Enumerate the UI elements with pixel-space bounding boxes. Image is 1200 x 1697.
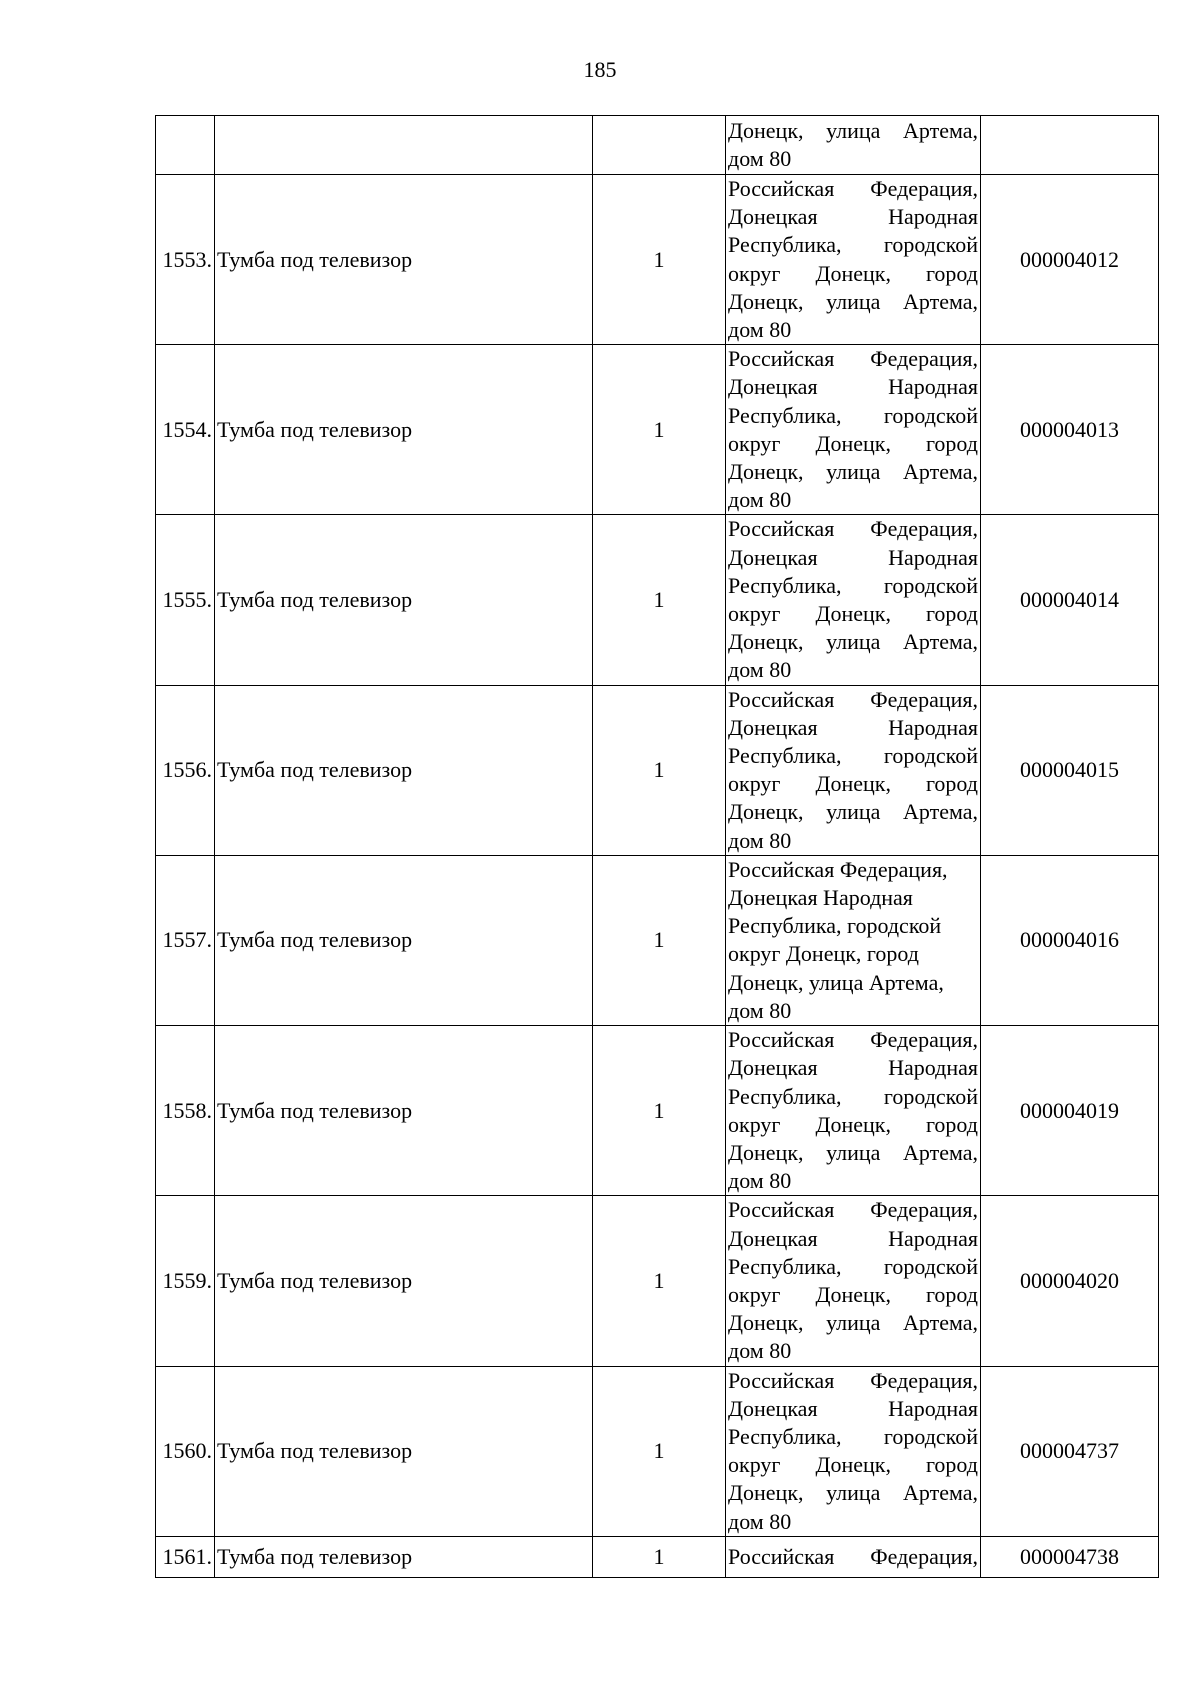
table-row xyxy=(156,116,1159,175)
item-name: Тумба под телевизор xyxy=(215,1196,593,1366)
address-line: округ Донецк, город xyxy=(728,601,978,627)
address-line: Донецк, улица Артема, xyxy=(728,1310,978,1336)
address-line: Республика, городской xyxy=(728,1083,978,1109)
inventory-number: 000004016 xyxy=(981,855,1159,1025)
item-address xyxy=(726,175,981,345)
address-line: Российская Федерация, xyxy=(728,176,978,201)
address-line: Донецкая Народная xyxy=(728,1395,978,1421)
address-line: Донецк, улица Артема, xyxy=(728,1139,978,1165)
inventory-number: 000004012 xyxy=(981,175,1159,345)
address-line: Республика, городской xyxy=(728,402,978,428)
item-quantity: 1 xyxy=(593,1536,726,1577)
row-number: 1556. xyxy=(156,685,215,855)
item-address xyxy=(726,345,981,515)
address-line: дом 80 xyxy=(728,827,792,853)
item-name: Тумба под телевизор xyxy=(215,175,593,345)
address-line: округ Донецк, город xyxy=(728,1281,978,1307)
table-row xyxy=(156,345,1159,515)
address-line: Донецк, улица Артема, xyxy=(728,288,978,314)
item-quantity: 1 xyxy=(593,855,726,1025)
row-number: 1559. xyxy=(156,1196,215,1366)
inventory-number xyxy=(981,116,1159,175)
address-line: округ Донецк, город xyxy=(728,430,978,456)
address-line: Донецк, улица Артема, xyxy=(728,459,978,485)
item-address xyxy=(726,1026,981,1196)
address-line: Российская Федерация, xyxy=(728,346,978,372)
item-name: Тумба под телевизор xyxy=(215,1026,593,1196)
address-line: Республика, городской xyxy=(728,913,942,939)
item-quantity: 1 xyxy=(593,1026,726,1196)
inventory-number: 000004013 xyxy=(981,345,1159,515)
address-line: Донецкая Народная xyxy=(728,885,913,911)
table-row xyxy=(156,1366,1159,1536)
item-name: Тумба под телевизор xyxy=(215,855,593,1025)
address-line: Республика, городской xyxy=(728,1423,978,1449)
address-line: Российская Федерация, xyxy=(728,1027,978,1053)
item-address xyxy=(726,1196,981,1366)
row-number: 1557. xyxy=(156,855,215,1025)
item-address xyxy=(726,685,981,855)
address-line: Донецкая Народная xyxy=(728,1225,978,1251)
row-number xyxy=(156,116,215,175)
item-name xyxy=(215,116,593,175)
address-line: Донецк, улица Артема, xyxy=(728,629,978,655)
row-number: 1558. xyxy=(156,1026,215,1196)
row-number: 1553. xyxy=(156,175,215,345)
address-line: Республика, городской xyxy=(728,572,978,598)
inventory-number: 000004019 xyxy=(981,1026,1159,1196)
item-quantity: 1 xyxy=(593,1366,726,1536)
address-line: Российская Федерация, xyxy=(728,686,978,712)
address-line: Российская Федерация, xyxy=(728,1543,978,1569)
row-number: 1554. xyxy=(156,345,215,515)
address-line: Донецкая Народная xyxy=(728,374,978,400)
item-quantity xyxy=(593,116,726,175)
table-row xyxy=(156,1026,1159,1196)
item-name: Тумба под телевизор xyxy=(215,685,593,855)
item-quantity: 1 xyxy=(593,1196,726,1366)
address-line: дом 80 xyxy=(728,317,792,343)
address-line: дом 80 xyxy=(728,487,792,513)
address-line: Республика, городской xyxy=(728,1253,978,1279)
address-line: Донецкая Народная xyxy=(728,714,978,740)
address-line: округ Донецк, город xyxy=(728,1452,978,1478)
address-line: Донецкая Народная xyxy=(728,204,978,230)
item-address xyxy=(726,855,981,1025)
address-line: Российская Федерация, xyxy=(728,856,948,882)
row-number: 1555. xyxy=(156,515,215,685)
item-address xyxy=(726,515,981,685)
inventory-number: 000004738 xyxy=(981,1536,1159,1577)
table-row xyxy=(156,685,1159,855)
item-quantity: 1 xyxy=(593,175,726,345)
inventory-number: 000004737 xyxy=(981,1366,1159,1536)
address-line: Республика, городской xyxy=(728,743,978,769)
table-row xyxy=(156,175,1159,345)
inventory-number: 000004020 xyxy=(981,1196,1159,1366)
address-line: Донецкая Народная xyxy=(728,544,978,570)
inventory-number: 000004015 xyxy=(981,685,1159,855)
address-line: округ Донецк, город xyxy=(728,941,919,967)
item-quantity: 1 xyxy=(593,685,726,855)
table-row xyxy=(156,515,1159,685)
item-address xyxy=(726,1536,981,1577)
item-name: Тумба под телевизор xyxy=(215,515,593,685)
address-line: Донецкая Народная xyxy=(728,1055,978,1081)
row-number: 1561. xyxy=(156,1536,215,1577)
address-line: округ Донецк, город xyxy=(728,260,978,286)
item-address xyxy=(726,1366,981,1536)
row-number: 1560. xyxy=(156,1366,215,1536)
address-line: Донецк, улица Артема, xyxy=(728,799,978,825)
table-row xyxy=(156,1196,1159,1366)
address-line: дом 80 xyxy=(728,997,792,1023)
table-row xyxy=(156,855,1159,1025)
table-row xyxy=(156,1536,1159,1577)
item-address xyxy=(726,116,981,175)
address-line: Республика, городской xyxy=(728,232,978,258)
item-name: Тумба под телевизор xyxy=(215,1536,593,1577)
address-line: дом 80 xyxy=(728,657,792,683)
address-line: дом 80 xyxy=(728,1508,792,1534)
item-name: Тумба под телевизор xyxy=(215,1366,593,1536)
address-line: Российская Федерация, xyxy=(728,1367,978,1393)
address-line: дом 80 xyxy=(728,1338,792,1364)
inventory-number: 000004014 xyxy=(981,515,1159,685)
item-name: Тумба под телевизор xyxy=(215,345,593,515)
address-line: дом 80 xyxy=(728,1168,792,1194)
page-number: 185 xyxy=(583,57,617,82)
address-line: Донецк, улица Артема, xyxy=(728,117,978,143)
address-line: дом 80 xyxy=(728,146,792,171)
address-line: Российская Федерация, xyxy=(728,1197,978,1223)
address-line: округ Донецк, город xyxy=(728,771,978,797)
item-quantity: 1 xyxy=(593,515,726,685)
address-line: Российская Федерация, xyxy=(728,516,978,542)
inventory-table xyxy=(155,115,1159,1578)
address-line: Донецк, улица Артема, xyxy=(728,1480,978,1506)
item-quantity: 1 xyxy=(593,345,726,515)
address-line: округ Донецк, город xyxy=(728,1111,978,1137)
address-line: Донецк, улица Артема, xyxy=(728,969,944,995)
